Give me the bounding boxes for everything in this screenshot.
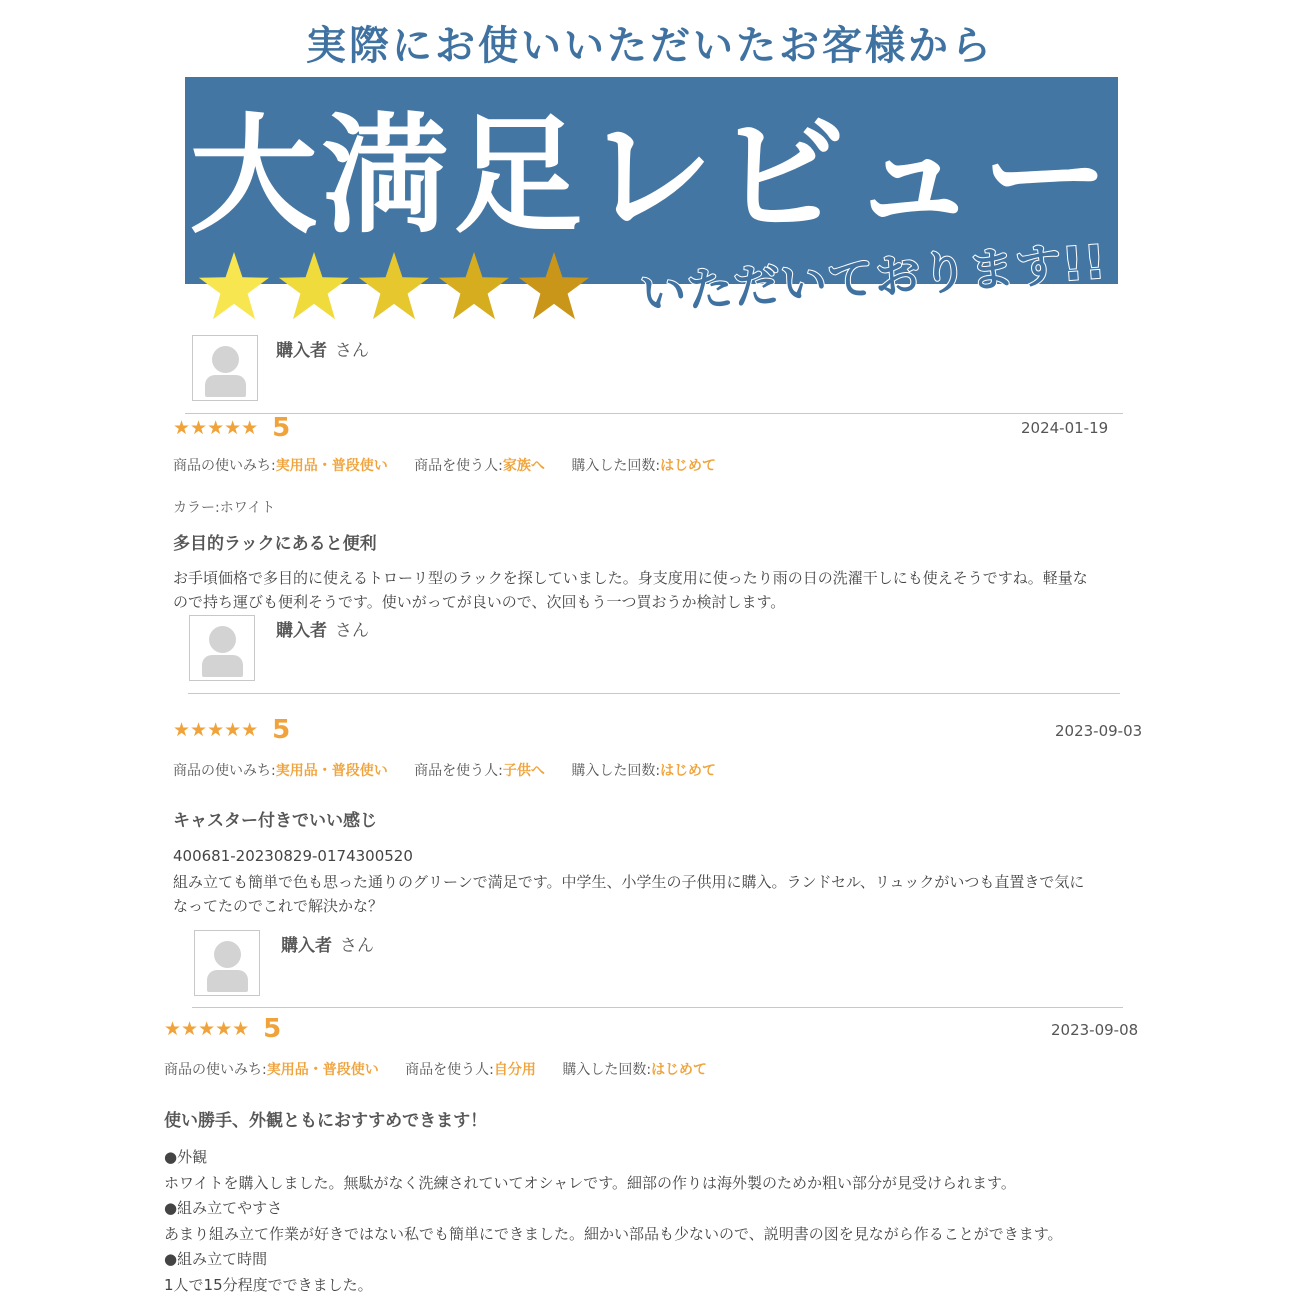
rating-score: 5 — [272, 715, 291, 745]
review-title: 使い勝手、外観ともにおすすめできます！ — [164, 1111, 488, 1131]
count-value: はじめて — [660, 458, 717, 474]
order-id: 400681-20230829-0174300520 — [173, 847, 413, 865]
divider — [188, 693, 1120, 694]
review-body-line: ホワイトを購入しました。無駄がなく洗練されていてオシャレです。細部の作りは海外製のためか粗い部分が見受けられます。 — [164, 1173, 1016, 1192]
review-date: 2023-09-08 — [1051, 1021, 1139, 1039]
rating-stars: ★★★★★ — [164, 1018, 250, 1040]
user-value: 子供へ — [502, 763, 545, 779]
review-body-line: なってたのでこれで解決かな？ — [173, 897, 384, 915]
review-body-line: あまり組み立て作業が好きではない私でも簡単にできました。細かい部品も少ないので、説明書の図を見ながら作ることができます。 — [164, 1224, 1063, 1243]
review-meta — [173, 455, 738, 475]
user-label: 商品を使う人: — [405, 1062, 494, 1078]
header-tagline: いただいております!! — [638, 234, 1108, 321]
rating — [173, 715, 290, 745]
rating-score: 5 — [272, 413, 291, 443]
divider — [185, 413, 1123, 414]
usage-label: 商品の使いみち: — [164, 1062, 267, 1078]
count-label: 購入した回数: — [571, 763, 661, 779]
rating-stars: ★★★★★ — [173, 719, 259, 741]
usage-value: 実用品・普段使い — [266, 1062, 379, 1078]
review-date: 2024-01-19 — [1021, 419, 1109, 437]
avatar — [194, 930, 260, 996]
count-value: はじめて — [651, 1062, 708, 1078]
reviewer-name — [276, 336, 369, 361]
rating — [164, 1014, 281, 1044]
reviewer-label: 購入者 — [276, 341, 327, 361]
avatar-head — [209, 626, 236, 653]
review-body — [173, 566, 1088, 614]
star-icon — [438, 252, 510, 320]
reviewer-honorific: さん — [335, 621, 369, 641]
reviewer-honorific: さん — [340, 936, 374, 956]
reviewer-label: 購入者 — [281, 936, 332, 956]
review-title: 多目的ラックにあると便利 — [173, 534, 377, 554]
reviewer-label: 購入者 — [276, 621, 327, 641]
usage-label: 商品の使いみち: — [173, 458, 276, 474]
user-label: 商品を使う人: — [414, 458, 503, 474]
header-subtitle: 実際にお使いいただいたお客様から — [306, 23, 994, 69]
user-label: 商品を使う人: — [414, 763, 503, 779]
avatar-body — [205, 375, 246, 397]
star-icon — [278, 252, 350, 320]
rating-stars-graphic — [198, 252, 598, 322]
avatar-body — [207, 970, 248, 992]
star-icon — [198, 252, 270, 320]
count-label: 購入した回数: — [562, 1062, 652, 1078]
rating — [173, 413, 290, 443]
count-label: 購入した回数: — [571, 458, 661, 474]
usage-value: 実用品・普段使い — [275, 763, 388, 779]
review-body-line: 1人で15分程度でできました。 — [164, 1275, 373, 1294]
review-body-line: ので持ち運びも便利そうです。使いがってが良いので、次回もう一つ買おうか検討します。 — [173, 593, 786, 611]
divider — [192, 1007, 1123, 1008]
usage-label: 商品の使いみち: — [173, 763, 276, 779]
user-value: 自分用 — [493, 1062, 536, 1078]
count-value: はじめて — [660, 763, 717, 779]
avatar-body — [202, 655, 243, 677]
rating-stars: ★★★★★ — [173, 417, 259, 439]
review-meta — [173, 760, 738, 780]
review-body — [173, 870, 1084, 918]
avatar — [189, 615, 255, 681]
review-body-line: ●組み立て時間 — [164, 1250, 268, 1268]
banner-title: 大満足レビュー — [189, 102, 1114, 251]
reviewer-name — [276, 616, 369, 641]
usage-value: 実用品・普段使い — [275, 458, 388, 474]
review-body-line: 組み立ても簡単で色も思った通りのグリーンで満足です。中学生、小学生の子供用に購入。ランドセル、リュックがいつも直置きで気に — [173, 873, 1085, 891]
review-title: キャスター付きでいい感じ — [173, 811, 377, 831]
review-body-line: ●外観 — [164, 1148, 208, 1166]
reviewer-honorific: さん — [335, 341, 369, 361]
color-note: カラー:ホワイト — [173, 500, 276, 516]
star-icon — [358, 252, 430, 320]
review-date: 2023-09-03 — [1055, 722, 1143, 740]
avatar-head — [214, 941, 241, 968]
review-body-line: お手頃価格で多目的に使えるトローリ型のラックを探していました。身支度用に使ったり雨の日の洗濯干しにも使えそうですね。軽量な — [173, 569, 1088, 587]
review-body-line: ●組み立てやすさ — [164, 1199, 283, 1217]
avatar-head — [212, 346, 239, 373]
avatar — [192, 335, 258, 401]
review-body — [164, 1145, 1063, 1298]
star-icon — [518, 252, 590, 320]
reviewer-name — [281, 931, 374, 956]
rating-score: 5 — [263, 1014, 282, 1044]
user-value: 家族へ — [502, 458, 545, 474]
review-meta — [164, 1059, 729, 1079]
